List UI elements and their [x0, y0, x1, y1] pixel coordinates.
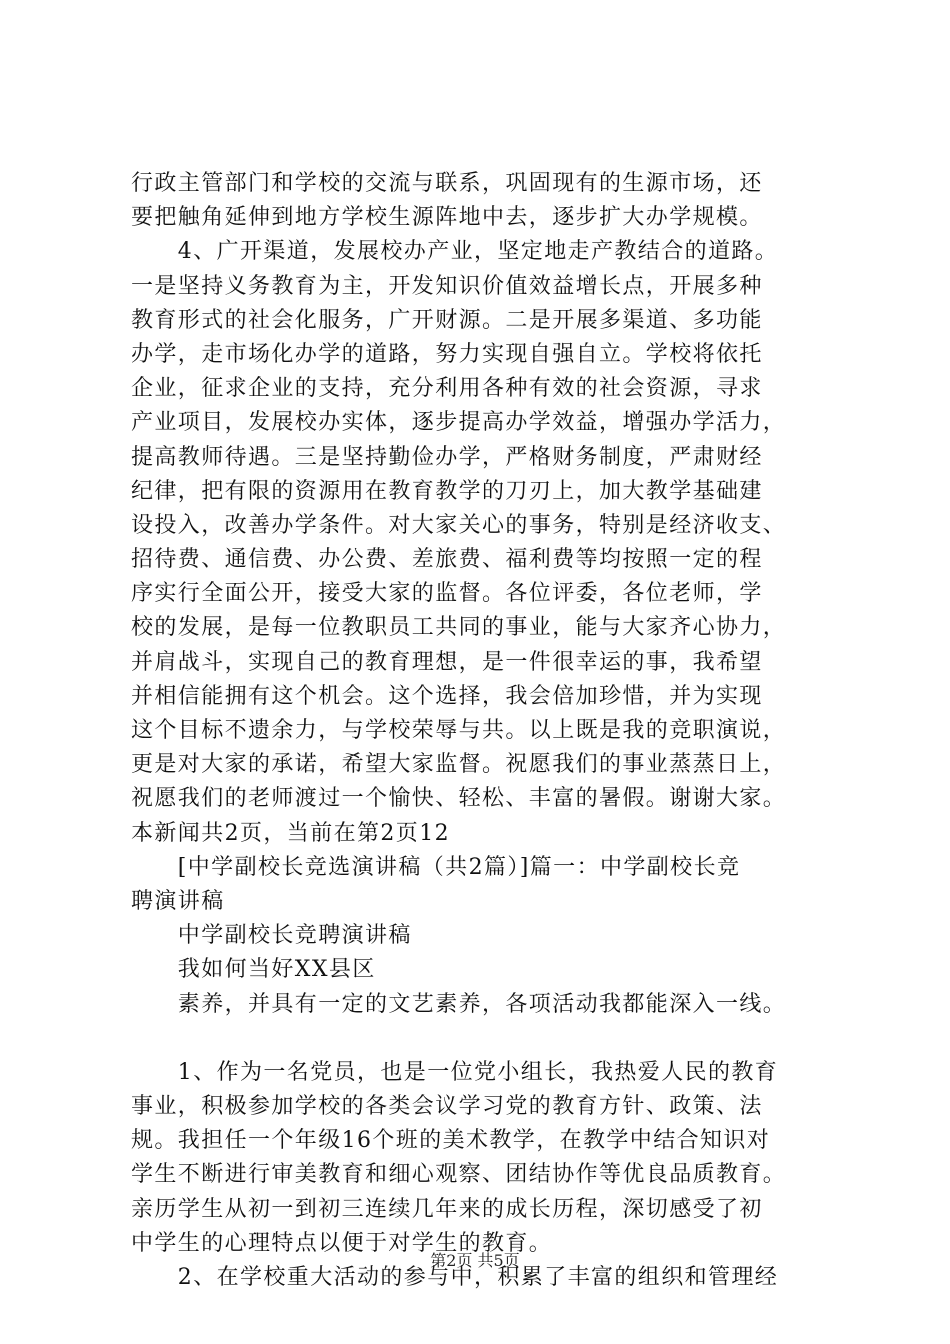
text-line: 设投入，改善办学条件。对大家关心的事务，特别是经济收支、 — [131, 512, 787, 538]
text-line: 序实行全面公开，接受大家的监督。各位评委，各位老师，学 — [131, 581, 763, 607]
text-line: 祝愿我们的老师渡过一个愉快、轻松、丰富的暑假。谢谢大家。 — [131, 786, 787, 812]
text-line: 并肩战斗，实现自己的教育理想，是一件很幸运的事，我希望 — [131, 649, 763, 675]
text-line: 1、作为一名党员，也是一位党小组长，我热爱人民的教育 — [131, 1059, 779, 1085]
text-line: 提高教师待遇。三是坚持勤俭办学，严格财务制度，严肃财经 — [131, 444, 763, 470]
text-line: 招待费、通信费、办公费、差旅费、福利费等均按照一定的程 — [131, 547, 763, 573]
text-line: 产业项目，发展校办实体，逐步提高办学效益，增强办学活力， — [131, 410, 787, 436]
text-line: 教育形式的社会化服务，广开财源。二是开展多渠道、多功能 — [131, 307, 763, 333]
text-line: 办学，走市场化办学的道路，努力实现自强自立。学校将依托 — [131, 341, 763, 367]
text-line: 行政主管部门和学校的交流与联系，巩固现有的生源市场，还 — [131, 171, 763, 196]
text-line: 素养，并具有一定的文艺素养，各项活动我都能深入一线。 — [131, 991, 787, 1017]
text-line: 这个目标不遗余力，与学校荣辱与共。以上既是我的竞职演说， — [131, 718, 787, 743]
text-line: 更是对大家的承诺，希望大家监督。祝愿我们的事业蒸蒸日上， — [131, 752, 787, 778]
text-line: 并相信能拥有这个机会。这个选择，我会倍加珍惜，并为实现 — [131, 683, 763, 709]
text-line: 中学副校长竞聘演讲稿 — [131, 923, 412, 949]
text-line: 企业，征求企业的支持，充分利用各种有效的社会资源，寻求 — [131, 376, 763, 402]
blank-line — [131, 1022, 851, 1056]
text-line: 学生不断进行审美教育和细心观察、团结协作等优良品质教育。 — [131, 1162, 787, 1188]
text-line: 中学生的心理特点以便于对学生的教育。 — [131, 1230, 553, 1256]
text-line: 4、广开渠道，发展校办产业，坚定地走产教结合的道路。 — [131, 239, 779, 265]
text-line: 本新闻共2页，当前在第2页12 — [131, 820, 450, 846]
text-line: [中学副校长竞选演讲稿（共2篇）]篇一：中学副校长竞 — [131, 854, 741, 880]
text-line: 一是坚持义务教育为主，开发知识价值效益增长点，开展多种 — [131, 273, 763, 299]
text-line: 聘演讲稿 — [131, 888, 225, 914]
text-line: 校的发展，是每一位教职员工共同的事业，能与大家齐心协力， — [131, 615, 787, 641]
text-line: 2、在学校重大活动的参与中，积累了丰富的组织和管理经 — [131, 1265, 779, 1290]
text-line: 我如何当好XX县区 — [131, 957, 376, 983]
text-line: 纪律，把有限的资源用在教育教学的刀刃上，加大教学基础建 — [131, 478, 763, 504]
page-footer: 第2页 共5页 — [430, 1251, 520, 1270]
text-line: 事业，积极参加学校的各类会议学习党的教育方针、政策、法 — [131, 1094, 763, 1120]
text-line: 亲历学生从初一到初三连续几年来的成长历程，深切感受了初 — [131, 1196, 763, 1222]
document-body — [131, 167, 851, 1295]
text-line: 要把触角延伸到地方学校生源阵地中去，逐步扩大办学规模。 — [131, 205, 763, 231]
text-line: 规。我担任一个年级16个班的美术教学，在教学中结合知识对 — [131, 1128, 771, 1154]
